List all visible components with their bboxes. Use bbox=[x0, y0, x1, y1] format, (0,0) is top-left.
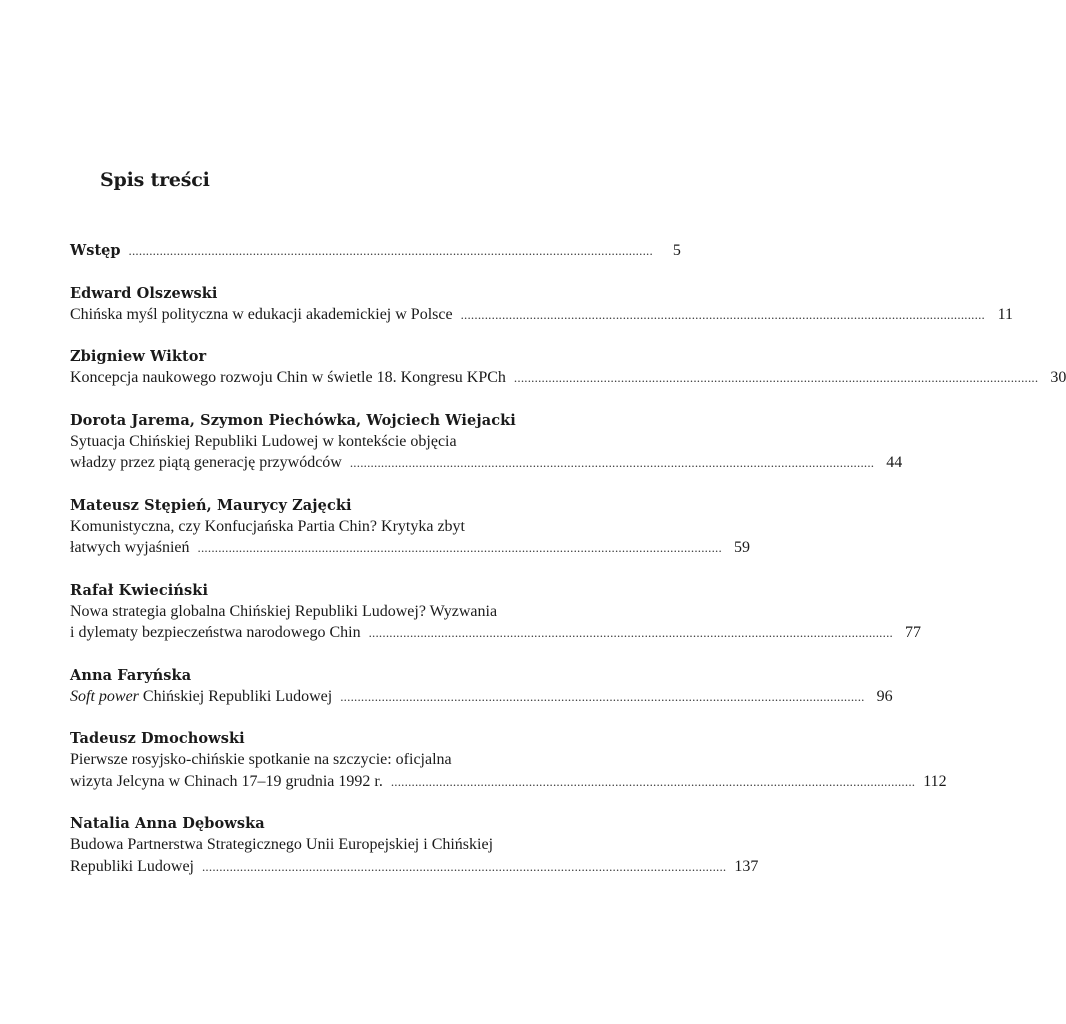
page-number: 30 bbox=[1050, 369, 1066, 386]
page-number: 11 bbox=[997, 305, 1013, 323]
toc-entry[interactable] bbox=[70, 410, 903, 474]
page-title: Spis treści bbox=[100, 169, 210, 191]
dot-leader: ........................................................................................................................................................ bbox=[197, 540, 722, 555]
page-number: 77 bbox=[904, 624, 921, 641]
entry-author: Zbigniew Wiktor bbox=[70, 348, 207, 365]
entry-title-line: Republiki Ludowej bbox=[70, 857, 194, 875]
toc-line bbox=[70, 622, 921, 644]
dot-leader: ........................................................................................................................................................ bbox=[201, 858, 727, 874]
entry-title-line: wizyta Jelcyna w Chinach 17–19 grudnia 1992 r. bbox=[70, 772, 383, 790]
page-number: 137 bbox=[734, 857, 759, 875]
dot-leader: ........................................................................................................................................................ bbox=[128, 243, 653, 258]
entry-author: Dorota Jarema, Szymon Piechówka, Wojciech Wiejacki bbox=[70, 411, 516, 429]
entry-author: Tadeusz Dmochowski bbox=[70, 730, 245, 747]
dot-leader: ........................................................................................................................................................ bbox=[513, 370, 1039, 385]
toc-entry[interactable] bbox=[70, 495, 750, 559]
toc-line bbox=[70, 304, 1013, 326]
toc-entry[interactable] bbox=[70, 665, 893, 708]
italic-term: Soft power bbox=[70, 687, 139, 705]
page-number: 96 bbox=[876, 687, 893, 705]
entry-title-line: Komunistyczna, czy Konfucjańska Partia Chin? Krytyka zbyt bbox=[70, 517, 465, 535]
entry-author: Natalia Anna Dębowska bbox=[70, 815, 265, 832]
page-number: 59 bbox=[733, 539, 750, 556]
entry-author: Edward Olszewski bbox=[70, 284, 218, 302]
table-of-contents bbox=[70, 240, 1066, 898]
toc-entry[interactable] bbox=[70, 283, 1013, 326]
toc-line bbox=[70, 367, 1066, 389]
entry-title-line: i dylematy bezpieczeństwa narodowego Chin bbox=[70, 624, 361, 641]
entry-title-line: Chińska myśl polityczna w edukacji akademickiej w Polsce bbox=[70, 305, 453, 323]
dot-leader: ........................................................................................................................................................ bbox=[340, 688, 865, 704]
page-number: 44 bbox=[886, 454, 903, 471]
page-number: 5 bbox=[672, 242, 681, 259]
toc-line bbox=[70, 452, 903, 474]
toc-entry-intro[interactable] bbox=[70, 240, 681, 262]
toc-line bbox=[70, 240, 681, 262]
toc-line bbox=[70, 537, 750, 559]
entry-title-line: Sytuacja Chińskiej Republiki Ludowej w kontekście objęcia bbox=[70, 432, 457, 450]
entry-title-line: Pierwsze rosyjsko-chińskie spotkanie na szczycie: oficjalna bbox=[70, 751, 452, 768]
entry-author: Anna Faryńska bbox=[70, 666, 192, 684]
page-number: 112 bbox=[923, 772, 947, 790]
entry-title-line: Budowa Partnerstwa Strategicznego Unii Europejskiej i Chińskiej bbox=[70, 836, 494, 853]
entry-title-line: władzy przez piątą generację przywódców bbox=[70, 454, 342, 471]
toc-entry[interactable] bbox=[70, 346, 1066, 389]
entry-title-line bbox=[70, 686, 332, 708]
entry-title-line: Nowa strategia globalna Chińskiej Republiki Ludowej? Wyzwania bbox=[70, 602, 498, 620]
toc-line bbox=[70, 856, 759, 878]
toc-entry[interactable] bbox=[70, 813, 759, 877]
dot-leader: ........................................................................................................................................................ bbox=[390, 773, 916, 789]
toc-entry[interactable] bbox=[70, 580, 921, 644]
entry-title-line: łatwych wyjaśnień bbox=[70, 539, 190, 556]
toc-line bbox=[70, 686, 893, 708]
entry-author: Rafał Kwieciński bbox=[70, 581, 209, 599]
entry-author: Mateusz Stępień, Maurycy Zajęcki bbox=[70, 496, 352, 514]
toc-entry[interactable] bbox=[70, 728, 947, 792]
dot-leader: ........................................................................................................................................................ bbox=[368, 625, 893, 640]
toc-intro-label: Wstęp bbox=[70, 242, 121, 259]
dot-leader: ........................................................................................................................................................ bbox=[460, 306, 985, 322]
dot-leader: ........................................................................................................................................................ bbox=[349, 455, 875, 470]
entry-title-line: Koncepcja naukowego rozwoju Chin w świetle 18. Kongresu KPCh bbox=[70, 369, 506, 386]
toc-line bbox=[70, 771, 947, 793]
entry-title-rest: Chińskiej Republiki Ludowej bbox=[142, 687, 333, 705]
